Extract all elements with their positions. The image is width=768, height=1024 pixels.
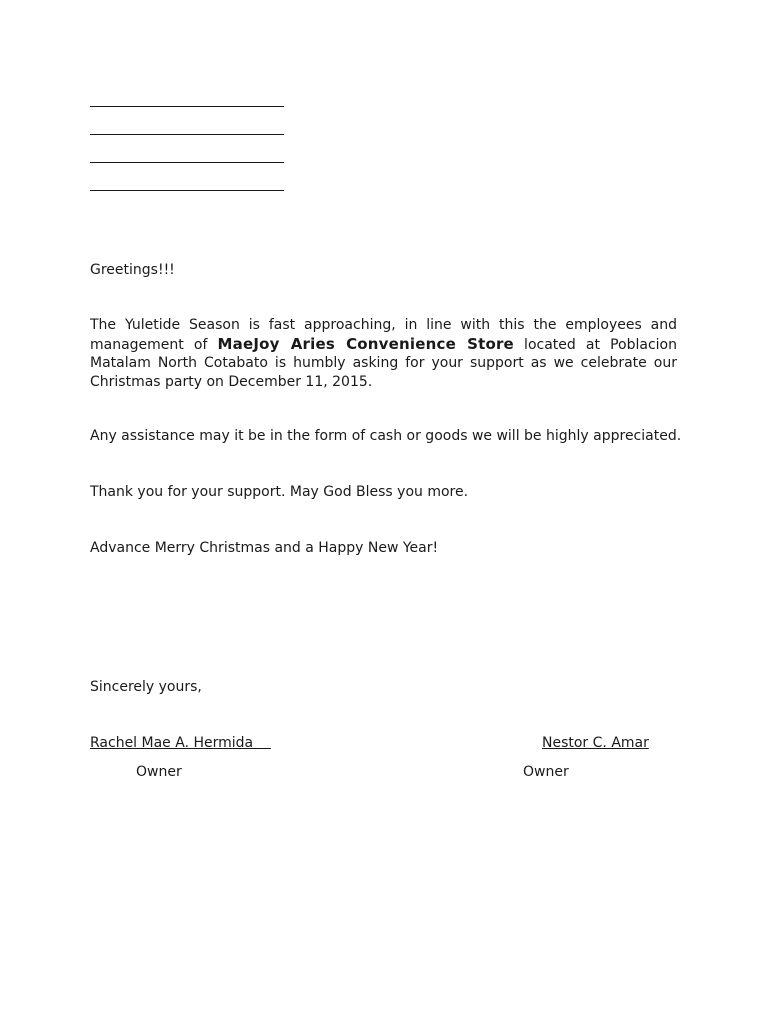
signatory-1-name: Rachel Mae A. Hermida — [90, 735, 271, 751]
signatory-2-name: Nestor C. Amar — [542, 735, 649, 751]
recipient-address-line-3 — [90, 162, 284, 163]
greeting: Greetings!!! — [90, 262, 175, 278]
signatory-2-title: Owner — [523, 764, 569, 780]
body-paragraph-1 — [90, 316, 677, 391]
paragraph-1-intro: The Yuletide Season is fast approaching, in line with this the employees and management of — [90, 317, 677, 353]
body-paragraph-2: Any assistance may it be in the form of cash or goods we will be highly appreciated. — [90, 428, 682, 444]
recipient-address-line-4 — [90, 190, 284, 191]
body-paragraph-4: Advance Merry Christmas and a Happy New Year! — [90, 540, 439, 556]
paragraph-1-rest: located at Poblacion Matalam North Cotabato is humbly asking for your support as we celebrate our Christmas party on December 11, 2015. — [90, 336, 677, 390]
recipient-address-line-2 — [90, 134, 284, 135]
recipient-address-line-1 — [90, 106, 284, 107]
closing: Sincerely yours, — [90, 679, 202, 695]
body-paragraph-3: Thank you for your support. May God Bless you more. — [90, 484, 469, 500]
store-name: MaeJoy Aries Convenience Store — [217, 334, 514, 353]
signatory-1-title: Owner — [136, 764, 182, 780]
